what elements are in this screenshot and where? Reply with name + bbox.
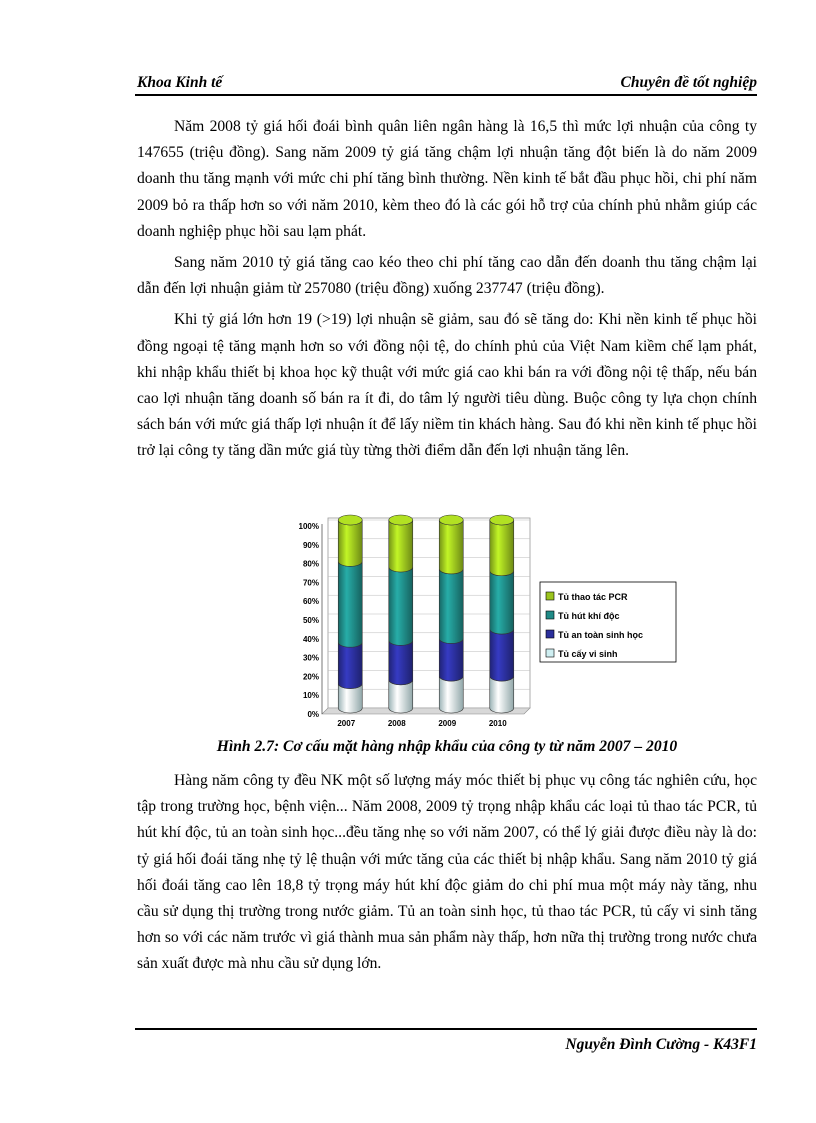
bar-segment-2009-1: [439, 638, 463, 681]
bar-segment-2009-3: [439, 520, 463, 574]
page-footer: [135, 1028, 757, 1053]
y-tick-label: 100%: [298, 522, 319, 531]
header-faculty: Khoa Kinh tế: [137, 74, 223, 91]
body-text-top: [137, 114, 757, 470]
page-header: [135, 70, 757, 96]
paragraph: Sang năm 2010 tỷ giá tăng cao kéo theo chi phí tăng cao dẫn đến doanh thu tăng chậm lại dẫn đến lợi nhuận giảm từ 257080 (triệu đồng) xuống 237747 (triệu đồng).: [137, 254, 757, 298]
y-tick-label: 80%: [302, 559, 319, 569]
bar-segment-2009-0: [439, 676, 463, 713]
paragraph: Năm 2008 tỷ giá hối đoái bình quân liên ngân hàng là 16,5 thì mức lợi nhuận của công ty 147655 (triệu đồng). Sang năm 2009 tỷ giá tăng chậm lợi nhuận tăng đột biến là do năm 2009 doanh thu tăng mạnh với mức chi phí tăng bình thường. Nền kinh tế bắt đầu phục hồi, chi phí năm 2009 bỏ ra thấp hơn so với năm 2010, kèm theo đó là các gói hỗ trợ của chính phủ nhằm giúp các doanh nghiệp phục hồi sau lạm phát.: [137, 118, 757, 240]
body-text-bottom: [137, 768, 757, 983]
bar-top-2008: [389, 515, 413, 525]
bar-top-2007: [338, 515, 362, 525]
legend-swatch: [546, 630, 554, 638]
figure-caption: Hình 2.7: Cơ cấu mặt hàng nhập khẩu của công ty từ năm 2007 – 2010: [216, 738, 678, 755]
paragraph: Khi tỷ giá lớn hơn 19 (>19) lợi nhuận sẽ giảm, sau đó sẽ tăng do: Khi nền kinh tế phục hồi đồng ngoại tệ tăng mạnh hơn so với đồng nội tệ, do chính phủ của Việt Nam kiềm chế lạm phát, khi nhập khẩu thiết bị khoa học kỹ thuật với mức giá cao khi bán ra với đồng nội tệ thấp, nếu bán cao lợi nhuận tăng doanh số bán ra ít đi, do tâm lý người tiêu dùng. Buộc công ty lựa chọn chính sách bán với mức giá thấp lợi nhuận ít để lấy niềm tin khách hàng. Sau đó khi nền kinh tế phục hồi trở lại công ty tăng dần mức giá tùy từng thời điểm dẫn đến lợi nhuận tăng lên.: [137, 311, 757, 460]
chart-svg: [290, 510, 680, 732]
legend-label: Tủ thao tác PCR: [558, 592, 628, 602]
legend-label: Tủ hút khí độc: [558, 611, 620, 621]
legend-swatch: [546, 649, 554, 657]
import-structure-chart: [290, 510, 680, 732]
y-tick-label: 10%: [302, 691, 319, 701]
y-tick-label: 40%: [302, 634, 319, 644]
legend-label: Tủ an toàn sinh học: [558, 630, 643, 640]
y-tick-label: 0%: [307, 710, 319, 719]
bar-segment-2007-1: [338, 642, 362, 688]
x-tick-label: 2007: [337, 719, 356, 728]
paragraph: Hàng năm công ty đều NK một số lượng máy móc thiết bị phục vụ công tác nghiên cứu, học tập trong trường học, bệnh viện... Năm 2008, 2009 tỷ trọng nhập khẩu các loại tủ thao tác PCR, tủ hút khí độc, tủ an toàn sinh học...đều tăng nhẹ so với năm 2007, có thể lý giải được điều này là do: tỷ giá hối đoái tăng nhẹ tỷ lệ thuận với mức tăng của các thiết bị nhập khẩu. Sang năm 2010 tỷ giá hối đoái tăng cao lên 18,8 tỷ trọng máy hút khí độc giảm do chi phí mua một máy này tăng, nhu cầu sử dụng thị trường trong nước giảm. Tủ an toàn sinh học, tủ thao tác PCR, tủ cấy vi sinh tăng hơn so với các năm trước vì giá thành mua sản phẩm này thấp, hơn nữa thị trường trong nước chưa sản xuất được mà nhu cầu sử dụng lớn.: [137, 772, 757, 973]
y-tick-label: 20%: [302, 672, 319, 682]
header-title: Chuyên đề tốt nghiệp: [620, 74, 757, 91]
bar-top-2009: [439, 515, 463, 525]
footer-author: Nguyễn Đình Cường - K43F1: [565, 1036, 757, 1053]
bar-segment-2007-3: [338, 520, 362, 566]
bar-segment-2010-2: [490, 571, 514, 634]
legend-swatch: [546, 592, 554, 600]
y-tick-label: 60%: [302, 597, 319, 607]
bar-segment-2008-2: [389, 567, 413, 645]
bar-top-2010: [490, 515, 514, 525]
bar-segment-2010-0: [490, 676, 514, 713]
x-tick-label: 2008: [387, 719, 406, 728]
bar-segment-2007-2: [338, 561, 362, 647]
y-tick-label: 90%: [302, 540, 319, 550]
legend-swatch: [546, 611, 554, 619]
x-tick-label: 2009: [438, 719, 457, 728]
legend-label: Tủ cấy vi sinh: [558, 649, 618, 659]
bar-segment-2010-3: [490, 520, 514, 576]
y-tick-label: 50%: [302, 616, 319, 625]
bar-segment-2009-2: [439, 569, 463, 644]
y-tick-label: 30%: [302, 653, 319, 663]
y-tick-label: 70%: [302, 578, 319, 588]
bar-segment-2008-3: [389, 520, 413, 572]
bar-segment-2008-1: [389, 640, 413, 684]
x-tick-label: 2010: [488, 719, 507, 728]
bar-segment-2010-1: [490, 629, 514, 681]
